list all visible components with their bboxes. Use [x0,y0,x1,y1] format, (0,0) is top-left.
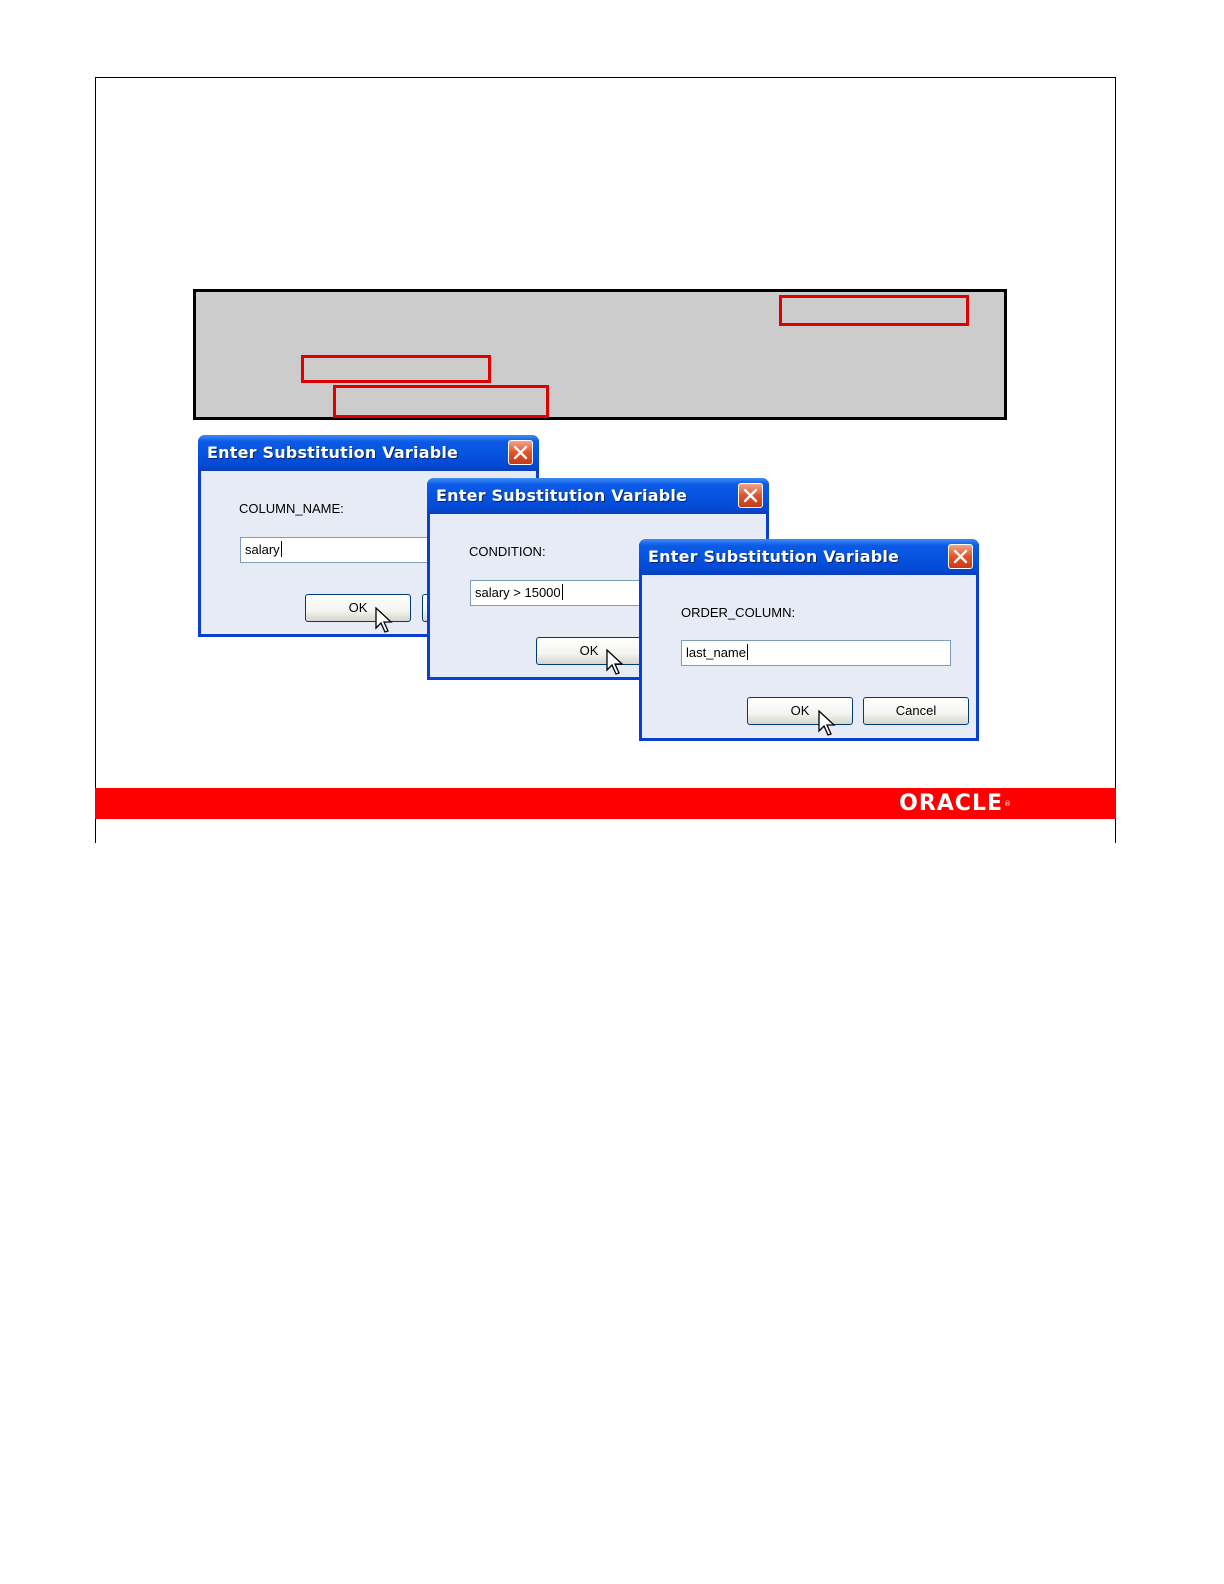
variable-label: CONDITION: [469,544,546,559]
dialog-title: Enter Substitution Variable [207,443,459,462]
dialog-titlebar[interactable] [198,435,539,471]
input-value: salary [245,542,280,557]
mouse-cursor-icon [818,710,836,737]
variable-label: ORDER_COLUMN: [681,605,796,620]
substitution-dialog-order-column [639,539,979,741]
dialog-title: Enter Substitution Variable [436,486,688,505]
close-icon [513,445,528,460]
close-button[interactable] [738,483,763,508]
close-button[interactable] [948,544,973,569]
close-icon [743,488,758,503]
dialog-titlebar[interactable] [427,478,769,514]
footer-bar [95,788,1116,819]
oracle-logo: ORACLE® [899,791,1012,816]
highlight-box [779,295,969,326]
ok-button[interactable]: OK [305,594,411,622]
mouse-cursor-icon [375,607,393,634]
dialog-title: Enter Substitution Variable [648,547,900,566]
mouse-cursor-icon [606,649,624,676]
input-value: last_name [686,645,746,660]
close-button[interactable] [508,440,533,465]
ok-button[interactable]: OK [536,637,642,665]
ok-button[interactable]: OK [747,697,853,725]
cancel-button[interactable]: Cancel [863,697,969,725]
highlight-box [301,355,491,383]
close-icon [953,549,968,564]
highlight-box [333,385,549,418]
input-value: salary > 15000 [475,585,561,600]
dialog-titlebar[interactable] [639,539,979,575]
variable-label: COLUMN_NAME: [239,501,344,516]
variable-input[interactable] [681,640,951,666]
